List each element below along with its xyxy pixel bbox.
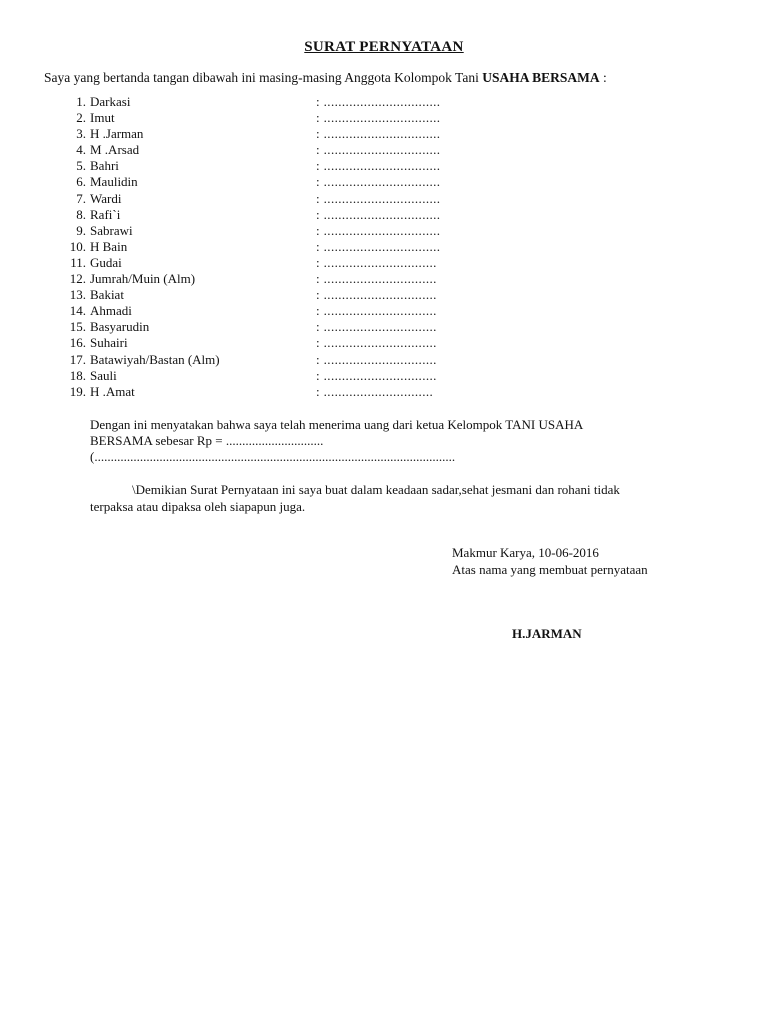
member-row: [60, 158, 620, 174]
member-number: 6.: [76, 174, 86, 190]
intro-colon: :: [599, 70, 607, 85]
member-signature-line: : ................................: [316, 190, 441, 206]
member-name: Jumrah/Muin (Alm): [90, 271, 196, 287]
member-number: 4.: [76, 142, 86, 158]
member-signature-line: : ................................: [316, 174, 441, 190]
member-name: H .Jarman: [90, 126, 144, 142]
member-number: 18.: [69, 367, 86, 383]
intro-text: Saya yang bertanda tangan dibawah ini masing-masing Anggota Kolompok Tani: [44, 70, 483, 85]
member-signature-line: : ................................: [316, 158, 441, 174]
member-row: [60, 94, 620, 110]
member-row: [60, 384, 620, 400]
statement-line: Dengan ini menyatakan bahwa saya telah menerima uang dari ketua Kelompok TANI USAHA: [90, 417, 584, 432]
member-name: H Bain: [90, 238, 128, 254]
statement-line: (...............................................................................................................: [90, 449, 456, 464]
place-date: Makmur Karya, 10-06-2016: [452, 545, 599, 560]
member-name: Darkasi: [90, 94, 131, 109]
member-row: [60, 223, 620, 239]
member-row: [60, 303, 620, 319]
member-number: 1.: [76, 94, 86, 109]
member-row: [60, 255, 620, 271]
on-behalf-label: Atas nama yang membuat pernyataan: [452, 562, 648, 577]
member-number: 10.: [69, 238, 86, 254]
member-signature-line: : ................................: [316, 222, 441, 238]
member-number: 12.: [69, 271, 86, 287]
closing-line: terpaksa atau dipaksa oleh siapapun juga.: [90, 499, 306, 514]
member-name: Sauli: [90, 367, 117, 383]
member-row: [60, 335, 620, 351]
member-number: 9.: [76, 222, 86, 238]
member-signature-line: : ................................: [316, 142, 441, 158]
statement-paragraph: [90, 417, 690, 465]
member-number: 8.: [76, 206, 86, 222]
member-name: Gudai: [90, 254, 122, 270]
member-signature-line: : ................................: [316, 110, 441, 126]
member-signature-line: : ...............................: [316, 319, 437, 335]
member-number: 11.: [70, 254, 86, 270]
member-row: [60, 110, 620, 126]
member-number: 17.: [69, 351, 86, 367]
signature-block: [452, 544, 648, 578]
member-signature-line: : ...............................: [316, 287, 437, 303]
member-name: Ahmadi: [90, 303, 132, 319]
member-name: Bahri: [90, 158, 119, 174]
member-name: Maulidin: [90, 174, 138, 190]
member-row: [60, 126, 620, 142]
member-name: Imut: [90, 110, 115, 126]
member-row: [60, 352, 620, 368]
member-signature-line: : ................................: [316, 94, 441, 109]
member-number: 5.: [76, 158, 86, 174]
member-row: [60, 174, 620, 190]
statement-line: BERSAMA sebesar Rp = ..............................: [90, 433, 324, 448]
member-row: [60, 142, 620, 158]
member-row: [60, 207, 620, 223]
member-row: [60, 271, 620, 287]
member-signature-line: : ...............................: [316, 351, 437, 367]
member-number: 15.: [69, 319, 86, 335]
member-name: Bakiat: [90, 287, 124, 303]
member-name: H .Amat: [90, 383, 135, 399]
intro-paragraph: [44, 70, 607, 86]
closing-paragraph: [90, 481, 730, 515]
member-name: M .Arsad: [90, 142, 140, 158]
member-number: 13.: [69, 287, 86, 303]
member-signature-line: : ...............................: [316, 254, 437, 270]
member-signature-line: : ...............................: [316, 271, 437, 287]
member-name: Batawiyah/Bastan (Alm): [90, 351, 220, 367]
member-name: Rafi`i: [90, 206, 121, 222]
member-name: Basyarudin: [90, 319, 150, 335]
member-row: [60, 191, 620, 207]
member-number: 16.: [69, 335, 86, 351]
member-signature-line: : ..............................: [316, 383, 434, 399]
member-row: [60, 239, 620, 255]
member-number: 7.: [76, 190, 86, 206]
member-signature-line: : ...............................: [316, 367, 437, 383]
member-number: 3.: [76, 126, 86, 142]
member-row: [60, 319, 620, 335]
member-number: 2.: [76, 110, 86, 126]
member-list: [60, 94, 620, 400]
member-signature-line: : ...............................: [316, 335, 437, 351]
member-name: Suhairi: [90, 335, 128, 351]
signer-name: H.JARMAN: [512, 626, 582, 641]
member-name: Sabrawi: [90, 222, 133, 238]
member-row: [60, 368, 620, 384]
member-name: Wardi: [90, 190, 122, 206]
member-row: [60, 287, 620, 303]
closing-line: \Demikian Surat Pernyataan ini saya buat dalam keadaan sadar,sehat jesmani dan rohani tidak: [132, 482, 620, 497]
member-signature-line: : ...............................: [316, 303, 437, 319]
member-signature-line: : ................................: [316, 206, 441, 222]
group-name: USAHA BERSAMA: [482, 70, 600, 85]
member-signature-line: : ................................: [316, 126, 441, 142]
member-number: 14.: [69, 303, 86, 319]
member-signature-line: : ................................: [316, 238, 441, 254]
member-number: 19.: [69, 383, 86, 399]
document-title: SURAT PERNYATAAN: [304, 39, 464, 55]
